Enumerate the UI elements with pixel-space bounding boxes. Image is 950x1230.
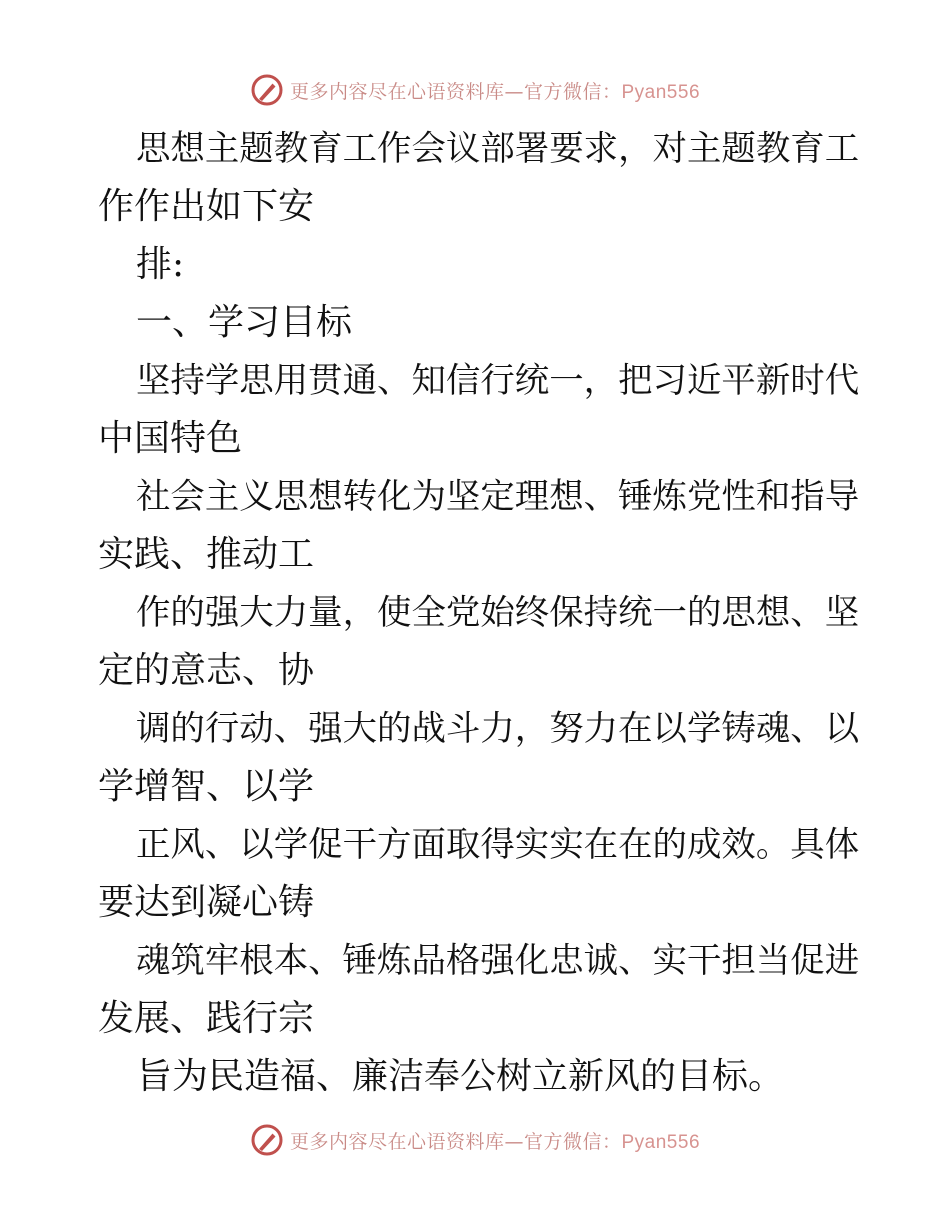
body-line: 旨为民造福、廉洁奉公树立新风的目标。 [136,1056,785,1097]
watermark-wechat-id: Pyan556 [621,1131,701,1153]
document-body [98,120,858,1106]
pen-logo-icon [250,1123,284,1157]
watermark-chinese: 更多内容尽在心语资料库—官方微信： [289,80,622,103]
body-line: 魂筑牢根本、锤炼品格强化忠诚、实干担当促进 [136,941,860,981]
body-line: 中国特色 [98,418,243,459]
body-line: 坚持学思用贯通、知信行统一，把习近平新时代 [136,361,860,401]
footer-watermark [0,1120,950,1160]
watermark-text [290,1127,700,1154]
header-watermark [0,70,950,110]
body-line: 学增智、以学 [98,766,315,807]
section-heading: 一、学习目标 [136,302,353,343]
body-line: 定的意志、协 [98,650,315,691]
pen-logo-icon [250,73,284,107]
body-line: 思想主题教育工作会议部署要求，对主题教育工 [136,129,860,169]
body-line: 作的强大力量，使全党始终保持统一的思想、坚 [136,593,860,633]
body-line: 社会主义思想转化为坚定理想、锤炼党性和指导 [136,477,860,517]
body-line: 发展、践行宗 [98,998,315,1039]
watermark-text [290,77,700,104]
body-line: 作作出如下安 [98,186,315,227]
body-line: 正风、以学促干方面取得实实在在的成效。具体 [136,825,860,865]
body-line: 要达到凝心铸 [98,882,315,923]
body-line: 调的行动、强大的战斗力，努力在以学铸魂、以 [136,709,860,749]
watermark-chinese: 更多内容尽在心语资料库—官方微信： [289,1130,622,1153]
watermark-wechat-id: Pyan556 [621,81,701,103]
body-line: 实践、推动工 [98,534,315,575]
body-line: 排: [136,244,185,285]
